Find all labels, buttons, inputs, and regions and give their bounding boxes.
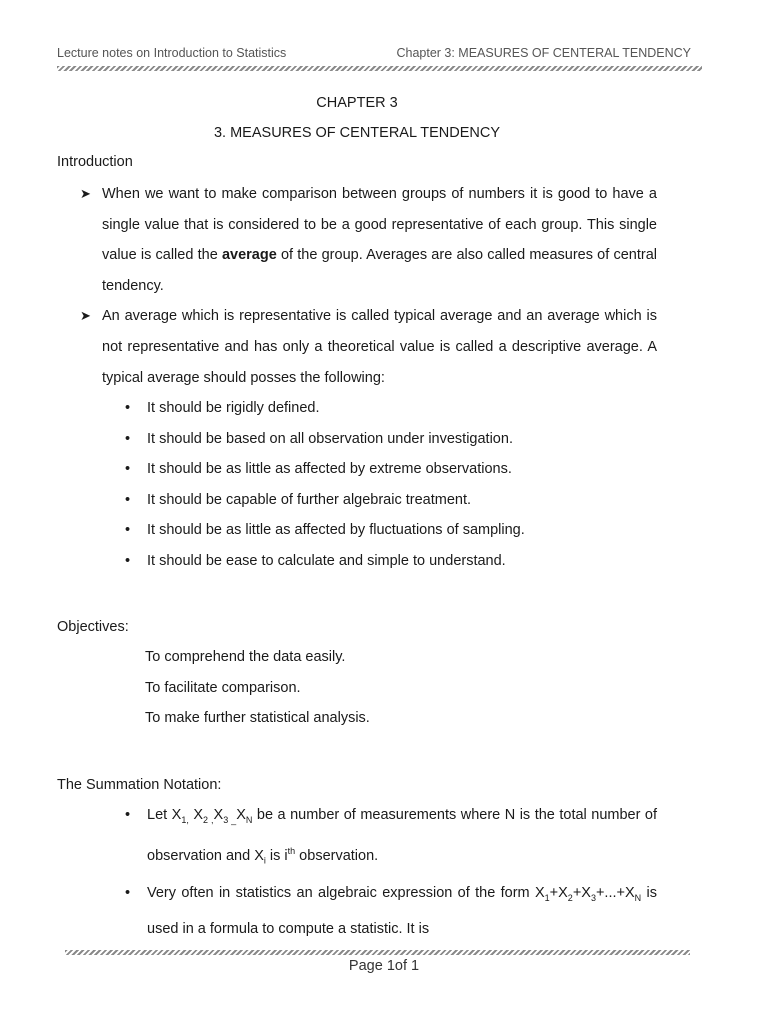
bullet-icon: • (125, 400, 131, 417)
summation-heading: The Summation Notation: (57, 776, 222, 793)
list-item: • Very often in statistics an algebraic expression of the form $X_1+X_2+X_3+...+X_N$ is used in a formula to compute a statistic. It is (57, 878, 657, 946)
introduction-heading: Introduction (57, 154, 133, 170)
summation-list (57, 800, 657, 946)
bullet-icon: • (125, 430, 131, 447)
bullet-icon: • (125, 552, 131, 569)
introduction-list (57, 179, 657, 393)
objectives-list (57, 642, 657, 734)
list-item: • It should be as little as affected by fluctuations of sampling. (57, 515, 657, 546)
list-item: To comprehend the data easily. (145, 649, 346, 666)
list-item: To make further statistical analysis. (145, 710, 370, 727)
bullet-icon: • (125, 461, 131, 478)
list-item: ➤ When we want to make comparison between groups of numbers it is good to have a single value that is considered to be a good representative of each group. This single value is called the average of the group. Averages are also called measures of central tendency. (57, 179, 657, 301)
bullet-icon: • (125, 491, 131, 508)
arrow-bullet-icon: ➤ (80, 308, 91, 324)
bullet-icon: • (125, 806, 131, 823)
page-number: Page 1of 1 (348, 958, 420, 974)
header-rule (57, 66, 702, 71)
list-item: • It should be rigidly defined. (57, 393, 657, 424)
chapter-title: 3. MEASURES OF CENTERAL TENDENCY (213, 125, 501, 141)
list-item: ➤ An average which is representative is called typical average and an average which is not representative and has only a theoretical value is called a descriptive average. A typical average should posses the following: (57, 301, 657, 393)
page-body (57, 90, 657, 945)
list-item: • Let $X_{1,}$ $X_{2 ,}X_{3 \_}X_N$ be a number of measurements where N is the total number of observation and $X_i$ is $i^{th}$ observation. (57, 800, 657, 878)
footer-rule (65, 950, 690, 955)
list-item: • It should be based on all observation under investigation. (57, 424, 657, 455)
arrow-bullet-icon: ➤ (80, 186, 91, 201)
header-right: Chapter 3: MEASURES OF CENTERAL TENDENCY (396, 46, 691, 60)
average-term: average (221, 247, 277, 264)
list-item: • It should be capable of further algebraic treatment. (57, 485, 657, 516)
objectives-heading: Objectives: (57, 619, 129, 636)
list-item: • It should be ease to calculate and simple to understand. (57, 546, 657, 577)
header-left: Lecture notes on Introduction to Statistics (57, 46, 287, 60)
list-item: • It should be as little as affected by extreme observations. (57, 454, 657, 485)
chapter-number: CHAPTER 3 (316, 95, 398, 111)
list-item: To facilitate comparison. (145, 679, 301, 696)
bullet-icon: • (125, 884, 131, 901)
page-header (57, 46, 691, 60)
typical-average-criteria (57, 393, 657, 576)
bullet-icon: • (125, 522, 131, 539)
